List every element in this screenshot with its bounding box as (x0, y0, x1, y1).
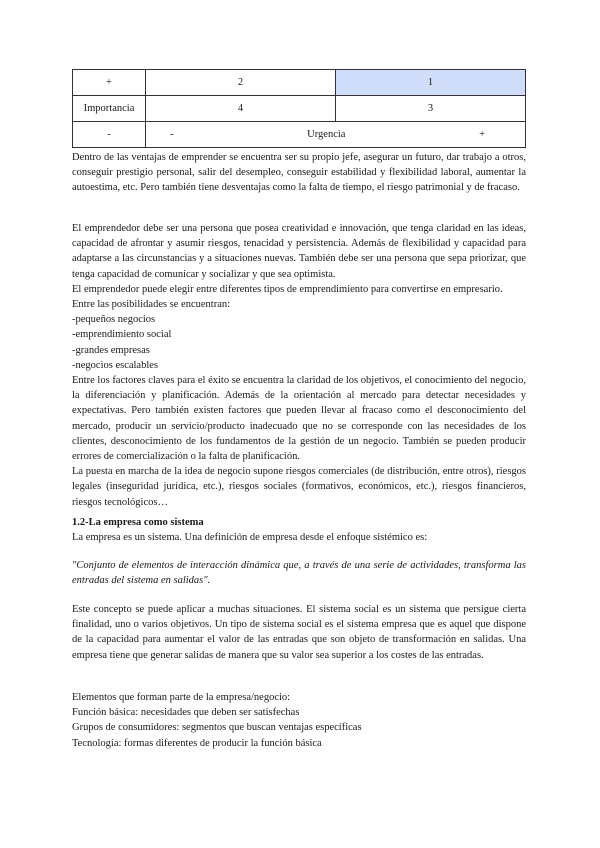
list-item: Grupos de consumidores: segmentos que buscan ventajas específicas (72, 722, 362, 734)
section-heading: 1.2-La empresa como sistema (72, 517, 204, 528)
matrix-cell-2: 2 (146, 70, 336, 96)
entrepreneurship-types-paragraph: El emprendedor puede elegir entre diferentes tipos de emprendimiento para convertirse en empresario. (72, 283, 503, 295)
advantages-section (72, 150, 526, 196)
importance-plus: + (73, 70, 146, 96)
advantages-paragraph: Dentro de las ventajas de emprender se encuentra ser su propio jefe, asegurar un futuro, dar trabajo a otros, conseguir prestigio personal, salir del desempleo, conseguir estabilidad y flexibilidad laboral, aumentar la autoestima, etc. Pero también tiene desventajas como la falta de tiempo, el riesgo patrimonial y de fracaso. (72, 152, 526, 194)
elements-title: Elementos que forman parte de la empresa/negocio: (72, 692, 291, 703)
list-item: -pequeños negocios (72, 314, 156, 326)
urgency-plus: + (479, 129, 485, 140)
system-section (72, 515, 526, 545)
matrix-cell-4: 4 (146, 96, 336, 122)
importance-label: Importancia (73, 96, 146, 122)
list-item: Tecnología: formas diferentes de producir la función básica (72, 737, 322, 749)
urgency-axis (146, 122, 526, 148)
success-factors-paragraph: Entre los factores claves para el éxito se encuentra la claridad de los objetivos, el conocimiento del negocio, la diferenciación y planificación. Además de la orientación al mercado para detectar necesidades y expectativas. Pero también existen factores que pueden llevar al fracaso como el desconocimiento del mercado, producir un servicio/producto inadecuado que no se corresponde con las necesidades de los clientes, desconocimiento de los fundamentos de la gestión de un negocio. También se pueden producir errores de comercialización o la falta de planificación. (72, 375, 526, 463)
possibilities-intro: Entre las posibilidades se encuentran: (72, 299, 231, 311)
priority-matrix-table (72, 69, 526, 147)
quote-section (72, 558, 526, 588)
urgency-minus: - (170, 129, 174, 140)
entrepreneur-section (72, 221, 526, 510)
list-item: -emprendimiento social (72, 329, 172, 341)
importance-minus: - (73, 122, 146, 148)
elements-section (72, 690, 526, 751)
system-concept-paragraph: Este concepto se puede aplicar a muchas situaciones. El sistema social es un sistema que persigue cierta finalidad, uno o varios objetivos. Un tipo de sistema social es el sistema empresa que es aquel que dispone de la capacidad para aumentar el valor de las entradas que son objeto de transformación en salidas. Una empresa tiene que generar salidas de manera que su valor sea superior a los costes de las entradas. (72, 604, 526, 661)
urgency-label: Urgencia (307, 129, 346, 140)
list-item: -negocios escalables (72, 359, 159, 371)
matrix-cell-1: 1 (336, 70, 526, 96)
list-item: -grandes empresas (72, 344, 150, 356)
concept-section (72, 602, 526, 663)
risks-paragraph: La puesta en marcha de la idea de negocio supone riesgos comerciales (de distribución, entre otros), riesgos legales (inseguridad jurídica, etc.), riesgos sociales (formativos, económicos, etc.), riesgos financieros, riesgos tecnológicos… (72, 466, 526, 508)
system-definition-intro: La empresa es un sistema. Una definición de empresa desde el enfoque sistémico es: (72, 532, 428, 544)
definition-quote: "Conjunto de elementos de interacción dinámica que, a través de una serie de actividades, transforma las entradas del sistema en salidas". (72, 560, 526, 587)
list-item: Función básica: necesidades que deben ser satisfechas (72, 707, 300, 719)
matrix-cell-3: 3 (336, 96, 526, 122)
entrepreneur-profile-paragraph: El emprendedor debe ser una persona que posea creatividad e innovación, que tenga claridad en las ideas, capacidad de afrontar y asumir riesgos, tenacidad y persistencia. Además de flexibilidad y capacidad para adaptarse a las circunstancias y a situaciones nuevas. También debe ser una persona que sepa priorizar, que tenga capacidad de comunicar y socializar y que sea optimista. (72, 223, 526, 280)
